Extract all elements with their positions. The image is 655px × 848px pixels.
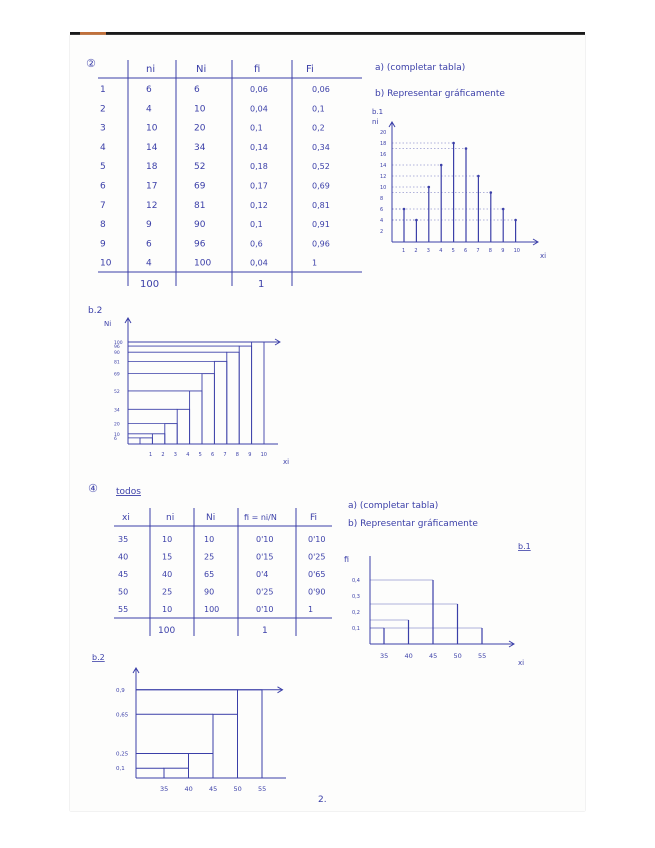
- cell-ni: 25: [162, 587, 173, 597]
- step-1: [140, 438, 152, 444]
- cell-xi: 45: [118, 570, 129, 579]
- y-axis-label: ni: [372, 118, 379, 126]
- x-tick-label: 55: [258, 785, 267, 793]
- cell-fi: 0'25: [256, 587, 274, 597]
- step-50: [238, 690, 263, 778]
- cell-fi: 0,18: [250, 162, 268, 172]
- step-40: [189, 754, 214, 779]
- y-tick-label: 0,25: [116, 751, 129, 758]
- x-tick-label: 2: [414, 248, 418, 254]
- cell-Fi: 0,52: [312, 162, 330, 172]
- header-Fi: Fi: [310, 513, 318, 523]
- y-tick-label: 0,65: [116, 712, 129, 719]
- x-tick-label: 45: [209, 785, 218, 793]
- problem1-rows: [100, 85, 330, 269]
- x-tick-label: 55: [478, 652, 487, 660]
- cell-Ni: 100: [194, 258, 212, 269]
- x-tick-label: 5: [451, 248, 455, 254]
- y-tick-label: 20: [380, 130, 387, 136]
- y-tick-label: 81: [114, 360, 120, 366]
- header-Ni: Ni: [196, 64, 207, 75]
- row-index: 5: [100, 162, 106, 173]
- cell-Ni: 25: [204, 552, 215, 562]
- cell-ni: 6: [146, 239, 152, 250]
- row-index: 10: [100, 258, 112, 269]
- cell-Fi: 0'10: [308, 535, 326, 544]
- cell-xi: 40: [118, 552, 129, 562]
- y-tick-label: 52: [114, 389, 120, 395]
- y-tick-label: 100: [114, 341, 123, 346]
- cell-fi: 0,14: [250, 142, 268, 152]
- y-tick-label: 6: [380, 207, 384, 213]
- y-tick-label: 34: [114, 408, 120, 414]
- step-45: [213, 714, 238, 778]
- cell-Ni: 52: [194, 162, 206, 173]
- x-tick-label: 6: [464, 248, 468, 254]
- cell-fi: 0'15: [256, 552, 274, 562]
- y-tick-label: 16: [380, 152, 387, 158]
- cell-xi: 35: [118, 535, 129, 544]
- cell-Fi: 0,91: [312, 220, 330, 230]
- x-tick-label: 45: [429, 652, 438, 660]
- step-5: [190, 391, 202, 444]
- y-axis-label: Ni: [104, 320, 112, 328]
- cell-Fi: 0'90: [308, 587, 326, 597]
- step-4: [177, 409, 189, 444]
- cell-ni: 18: [146, 162, 158, 173]
- cell-Fi: 0,06: [312, 85, 330, 94]
- cell-fi: 0,6: [250, 239, 263, 249]
- cell-Fi: 1: [312, 258, 318, 268]
- chart-label: b.1: [518, 542, 531, 551]
- problem2-b1-chart: [344, 542, 531, 667]
- cell-ni: 40: [162, 570, 173, 579]
- row-index: 9: [100, 239, 106, 250]
- x-tick-label: 6: [211, 452, 215, 458]
- x-tick-label: 7: [476, 248, 480, 254]
- cell-Fi: 0'25: [308, 552, 326, 562]
- cell-ni: 4: [146, 104, 152, 115]
- x-tick-label: 5: [198, 452, 202, 458]
- cell-fi: 0'10: [256, 605, 274, 614]
- y-axis-label: fi: [344, 555, 350, 564]
- y-tick-label: 10: [114, 432, 120, 438]
- x-tick-label: 50: [453, 652, 462, 660]
- x-tick-label: 10: [260, 452, 267, 458]
- cell-fi: 0'4: [256, 570, 269, 579]
- total-fi: 1: [258, 279, 265, 290]
- y-tick-label: 0,3: [352, 594, 360, 600]
- y-tick-label: 20: [114, 422, 120, 428]
- cell-ni: 10: [146, 123, 158, 134]
- problem2-rows: [118, 535, 325, 614]
- cell-Ni: 20: [194, 123, 206, 134]
- x-axis-label: xi: [540, 252, 547, 260]
- cell-Fi: 0,2: [312, 123, 325, 133]
- cell-ni: 10: [162, 605, 173, 614]
- chart-label: b.2: [92, 653, 105, 662]
- cell-ni: 14: [146, 142, 158, 153]
- cell-fi: 0,1: [250, 123, 263, 133]
- cell-Ni: 6: [194, 85, 200, 95]
- chart-label: b.1: [372, 108, 384, 116]
- cell-ni: 10: [162, 535, 173, 544]
- problem2-note-b: b) Representar gráficamente: [348, 519, 478, 529]
- header-Fi: Fi: [306, 64, 314, 75]
- x-tick-label: 9: [248, 452, 252, 458]
- problem2-note-a: a) (completar tabla): [348, 501, 439, 511]
- cell-Fi: 0,34: [312, 142, 330, 152]
- chart-label: b.2: [88, 306, 103, 316]
- y-tick-label: 4: [380, 218, 384, 224]
- problem2-title: todos: [116, 487, 141, 497]
- x-tick-label: 35: [380, 652, 389, 660]
- cell-Fi: 0,69: [312, 181, 330, 191]
- x-tick-label: 40: [184, 785, 193, 793]
- x-tick-label: 4: [186, 452, 190, 458]
- header-Ni: Ni: [206, 513, 216, 523]
- problem1-note-b: b) Representar gráficamente: [375, 89, 505, 99]
- problem1-number: ②: [86, 57, 96, 70]
- row-index: 3: [100, 123, 106, 134]
- step-9: [239, 346, 251, 444]
- cell-ni: 15: [162, 552, 173, 562]
- row-index: 1: [100, 85, 106, 95]
- x-tick-label: 40: [404, 652, 413, 660]
- x-tick-label: 10: [513, 248, 520, 254]
- header-xi: xi: [122, 513, 130, 523]
- cell-Fi: 1: [308, 605, 314, 614]
- cell-Ni: 10: [204, 535, 215, 544]
- total-fi: 1: [262, 626, 268, 636]
- x-tick-label: 1: [149, 452, 153, 458]
- cell-Ni: 96: [194, 239, 206, 250]
- problem1-b1-chart: [372, 108, 546, 260]
- y-tick-label: 69: [114, 372, 120, 378]
- x-tick-label: 3: [426, 248, 430, 254]
- header-fi: fi = ni/N: [244, 513, 277, 522]
- problem2-table: [88, 482, 332, 636]
- cell-xi: 50: [118, 587, 129, 597]
- x-tick-label: 8: [488, 248, 492, 254]
- cell-fi: 0,1: [250, 220, 263, 230]
- cell-Fi: 0'65: [308, 570, 326, 579]
- total-ni: 100: [158, 626, 176, 636]
- cell-fi: 0,04: [250, 104, 268, 114]
- cell-ni: 9: [146, 220, 152, 231]
- cell-Ni: 90: [204, 587, 215, 597]
- cell-Fi: 0,96: [312, 239, 330, 249]
- cell-Ni: 65: [204, 570, 215, 579]
- cell-fi: 0,17: [250, 181, 268, 191]
- cell-Ni: 100: [204, 605, 220, 614]
- y-tick-label: 96: [114, 345, 120, 351]
- x-tick-label: 7: [223, 452, 227, 458]
- problem2-number: ④: [88, 482, 98, 495]
- y-tick-label: 8: [380, 196, 384, 202]
- step-2: [152, 434, 164, 444]
- step-7: [214, 361, 226, 444]
- x-axis-label: xi: [518, 659, 525, 667]
- page-number: 2.: [318, 795, 327, 805]
- x-tick-label: 3: [173, 452, 177, 458]
- cell-Ni: 34: [194, 142, 206, 153]
- row-index: 7: [100, 200, 106, 211]
- x-tick-label: 9: [501, 248, 505, 254]
- total-ni: 100: [140, 279, 160, 290]
- cell-Ni: 69: [194, 181, 206, 192]
- bar-top-dot: [502, 208, 505, 211]
- y-tick-label: 18: [380, 141, 387, 147]
- cell-fi: 0,04: [250, 258, 268, 268]
- y-tick-label: 12: [380, 174, 387, 180]
- problem1-note-a: a) (completar tabla): [375, 63, 466, 73]
- header-fi: fi: [254, 64, 261, 75]
- step-10: [252, 342, 264, 444]
- x-tick-label: 1: [402, 248, 406, 254]
- cell-fi: 0,12: [250, 200, 268, 210]
- row-index: 2: [100, 104, 106, 115]
- row-index: 6: [100, 181, 106, 192]
- step-6: [202, 374, 214, 444]
- y-tick-label: 0,1: [116, 766, 125, 773]
- step-3: [165, 424, 177, 444]
- cell-Ni: 81: [194, 200, 206, 211]
- header-ni: ni: [146, 64, 156, 75]
- y-tick-label: 0,9: [116, 687, 125, 694]
- x-tick-label: 8: [235, 452, 239, 458]
- cell-fi: 0'10: [256, 535, 274, 544]
- cell-Ni: 10: [194, 104, 206, 115]
- row-index: 8: [100, 220, 106, 231]
- y-tick-label: 6: [114, 436, 117, 442]
- x-tick-label: 50: [233, 785, 242, 793]
- problem1-b2-chart: [88, 306, 289, 466]
- y-tick-label: 0,1: [352, 626, 360, 632]
- cell-fi: 0,06: [250, 85, 268, 94]
- cell-Fi: 0,1: [312, 104, 325, 114]
- cell-xi: 55: [118, 605, 129, 614]
- y-tick-label: 10: [380, 185, 387, 191]
- step-35: [164, 768, 189, 778]
- problem1-table: [86, 57, 362, 290]
- x-axis-label: xi: [283, 458, 290, 466]
- x-tick-label: 35: [160, 785, 169, 793]
- x-tick-label: 4: [439, 248, 443, 254]
- cell-ni: 17: [146, 181, 158, 192]
- row-index: 4: [100, 142, 106, 153]
- cell-Fi: 0,81: [312, 200, 330, 210]
- x-tick-label: 2: [161, 452, 165, 458]
- cell-Ni: 90: [194, 220, 206, 231]
- header-ni: ni: [166, 513, 175, 523]
- y-tick-label: 14: [380, 163, 387, 169]
- cell-ni: 6: [146, 85, 152, 95]
- y-tick-label: 0,2: [352, 610, 360, 616]
- y-tick-label: 0,4: [352, 578, 360, 584]
- y-tick-label: 90: [114, 351, 120, 357]
- cell-ni: 12: [146, 200, 158, 211]
- y-tick-label: 2: [380, 229, 384, 235]
- problem2-b2-chart: [92, 653, 286, 793]
- cell-ni: 4: [146, 258, 152, 269]
- step-8: [227, 352, 239, 444]
